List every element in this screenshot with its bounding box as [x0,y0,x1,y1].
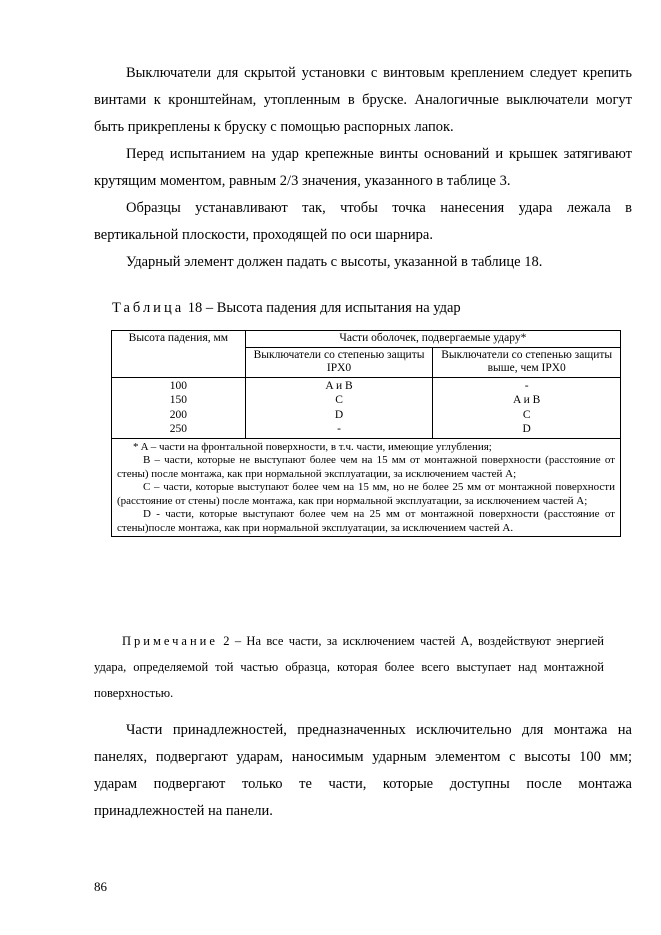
ipx0-cell [245,377,433,438]
paragraph-screw-torque: Перед испытанием на удар крепежные винты оснований и крышек затягивают крутящим моментом, равным 2/3 значения, указанного в таблице 3. [94,146,632,189]
above-value: D [522,423,531,435]
note-label: Примечание [122,634,218,648]
note-text: 2 – На все части, за исключением частей А, воздействуют энергией удара, определяемой той частью образца, которая более всего выступает над монтажной поверхностью. [94,634,604,700]
ipx0-value: A и B [325,379,353,392]
header-drop-height: Высота падения, мм [112,331,246,378]
paragraph-sample-placement: Образцы устанавливают так, чтобы точка нанесения удара лежала в вертикальной плоскости, проходящей по оси шарнира. [94,200,632,243]
table-caption [112,300,461,317]
above-value: A и B [513,394,541,406]
footnote-a: * A – части на фронтальной поверхности, в т.ч. части, имеющие углубления; [133,440,492,453]
header-above-ipx0: Выключатели со степенью защиты выше, чем IPX0 [433,347,621,377]
footnote-c: C – части, которые выступают более чем на 15 мм, но не более 25 мм от монтажной поверхности (расстояние от стены) после монтажа, как при нормальной эксплуатации, за исключением частей А; [117,481,615,507]
height-value: 200 [169,408,187,421]
ipx0-value: - [337,423,341,435]
header-ipx0: Выключатели со степенью защиты IPX0 [245,347,433,377]
above-value: C [522,408,531,421]
note-2 [94,628,604,706]
table-header-row [112,331,621,348]
drop-height-cell [112,377,246,438]
table-caption-label: Таблица [112,300,185,316]
page-number: 86 [94,879,107,894]
table-footnote-cell [112,438,621,537]
height-value: 100 [169,379,187,392]
header-enclosure-parts: Части оболочек, подвергаемые удару* [245,331,620,348]
paragraph-mounting: Выключатели для скрытой установки с винтовым креплением следует крепить винтами к кронштейнам, утопленным в бруске. Аналогичные выключатели могут быть прикреплены к бруску с помощью распорных лапок. [94,65,632,135]
paragraph-panel-accessories: Части принадлежностей, предназначенных исключительно для монтажа на панелях, подвергают ударам, наносимым ударным элементом с высоты 100 мм; ударам подвергают только те части, которые доступны после монтажа принадлежностей на панели. [94,722,632,819]
above-ipx0-cell [433,377,621,438]
table-caption-title: 18 – Высота падения для испытания на удар [184,300,461,316]
footnote-b: B – части, которые не выступают более чем на 15 мм от монтажной поверхности (расстояние от стены) после монтажа, как при нормальной эксплуатации, за исключением частей А; [117,454,615,480]
above-value: - [524,379,529,392]
drop-height-table [111,330,621,537]
height-value: 250 [169,423,187,435]
height-value: 150 [169,394,187,406]
ipx0-value: D [334,408,344,421]
paragraph-striking-element: Ударный элемент должен падать с высоты, указанной в таблице 18. [126,254,543,270]
table-footnote-row [112,438,621,537]
table-data-row [112,377,621,438]
ipx0-value: C [335,394,343,406]
footnote-d: D - части, которые выступают более чем на 25 мм от монтажной поверхности (расстояние от стены)после монтажа, как при нормальной эксплуатации, за исключением частей А. [117,508,615,534]
